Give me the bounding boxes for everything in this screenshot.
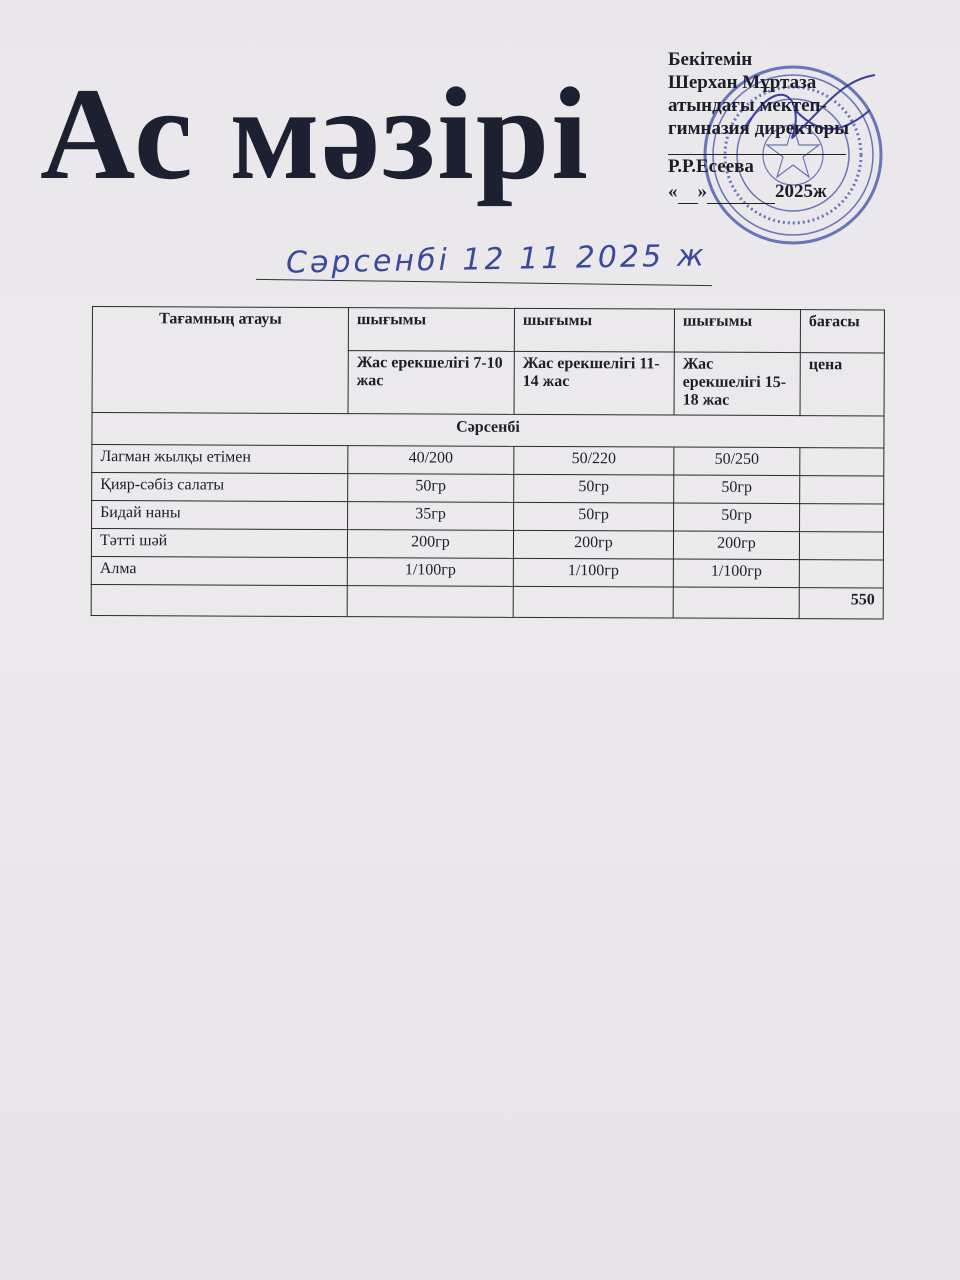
price-cell — [800, 504, 884, 532]
handwritten-day-date: Сәрсенбі 12 11 2025 ж — [285, 238, 707, 281]
approval-line-3: атындағы мектеп- — [668, 95, 827, 116]
dish-name: Қияр-сәбіз салаты — [92, 473, 348, 502]
price-cell — [800, 448, 884, 476]
date-close-quote: » — [697, 181, 707, 202]
column-header-dish: Тағамның атауы — [92, 307, 348, 414]
handwritten-date — [256, 236, 716, 292]
total-price: 550 — [799, 588, 883, 619]
column-header-output-2: шығымы — [514, 308, 674, 352]
day-blank — [678, 180, 698, 204]
age-group-11-14: Жас ерекшелігі 11-14 жас — [514, 351, 674, 415]
signer-name: Р.Р.Есеева — [668, 156, 754, 177]
column-header-price: бағасы — [800, 310, 884, 353]
empty-cell — [347, 586, 513, 618]
dish-name: Лагман жылқы етімен — [92, 445, 348, 474]
age-group-7-10: Жас ерекшелігі 7-10 жас — [348, 351, 514, 415]
approval-date — [668, 180, 938, 204]
header-row — [92, 307, 884, 353]
portion-11-14: 50/220 — [514, 446, 674, 475]
dish-name: Алма — [91, 556, 347, 585]
approval-year: 2025ж — [775, 181, 827, 202]
page-title: Ас мәзірі — [40, 60, 590, 207]
age-group-15-18: Жас ерекшелігі 15-18 жас — [674, 352, 800, 416]
empty-cell — [673, 587, 799, 619]
column-header-output-3: шығымы — [674, 309, 800, 353]
total-row — [91, 584, 883, 618]
price-cell — [799, 560, 883, 588]
approval-line-1: Бекітемін — [668, 49, 753, 70]
column-header-output-1: шығымы — [348, 308, 514, 352]
portion-15-18: 50гр — [674, 475, 800, 504]
signature-rule — [668, 140, 846, 155]
price-cell — [800, 476, 884, 504]
dish-name: Бидай наны — [92, 501, 348, 530]
portion-7-10: 40/200 — [348, 446, 514, 475]
menu-table — [91, 306, 885, 619]
approval-block — [668, 48, 938, 204]
portion-11-14: 50гр — [514, 502, 674, 531]
table-row — [92, 473, 884, 504]
table-row — [92, 501, 884, 532]
table-row — [91, 556, 883, 587]
month-blank — [707, 180, 775, 204]
date-underline — [256, 279, 712, 286]
portion-11-14: 200гр — [513, 530, 673, 559]
empty-cell — [91, 584, 347, 616]
table-row — [91, 529, 883, 560]
portion-15-18: 50гр — [674, 503, 800, 532]
day-row — [92, 413, 884, 448]
price-label-ru: цена — [800, 353, 884, 416]
portion-15-18: 200гр — [673, 531, 799, 560]
portion-7-10: 35гр — [348, 502, 514, 531]
approval-line-4: гимназия директоры — [668, 118, 850, 139]
portion-7-10: 1/100гр — [347, 558, 513, 587]
approval-line-2: Шерхан Мұртаза — [668, 72, 817, 93]
dish-name: Тәтті шәй — [91, 529, 347, 558]
date-open-quote: « — [668, 181, 678, 202]
portion-7-10: 200гр — [347, 530, 513, 559]
portion-15-18: 50/250 — [674, 447, 800, 476]
portion-15-18: 1/100гр — [673, 559, 799, 588]
portion-7-10: 50гр — [348, 474, 514, 503]
portion-11-14: 1/100гр — [513, 558, 673, 587]
price-cell — [799, 532, 883, 560]
table-row — [92, 445, 884, 476]
portion-11-14: 50гр — [514, 474, 674, 503]
day-name: Сәрсенбі — [92, 413, 884, 448]
empty-cell — [513, 586, 673, 618]
